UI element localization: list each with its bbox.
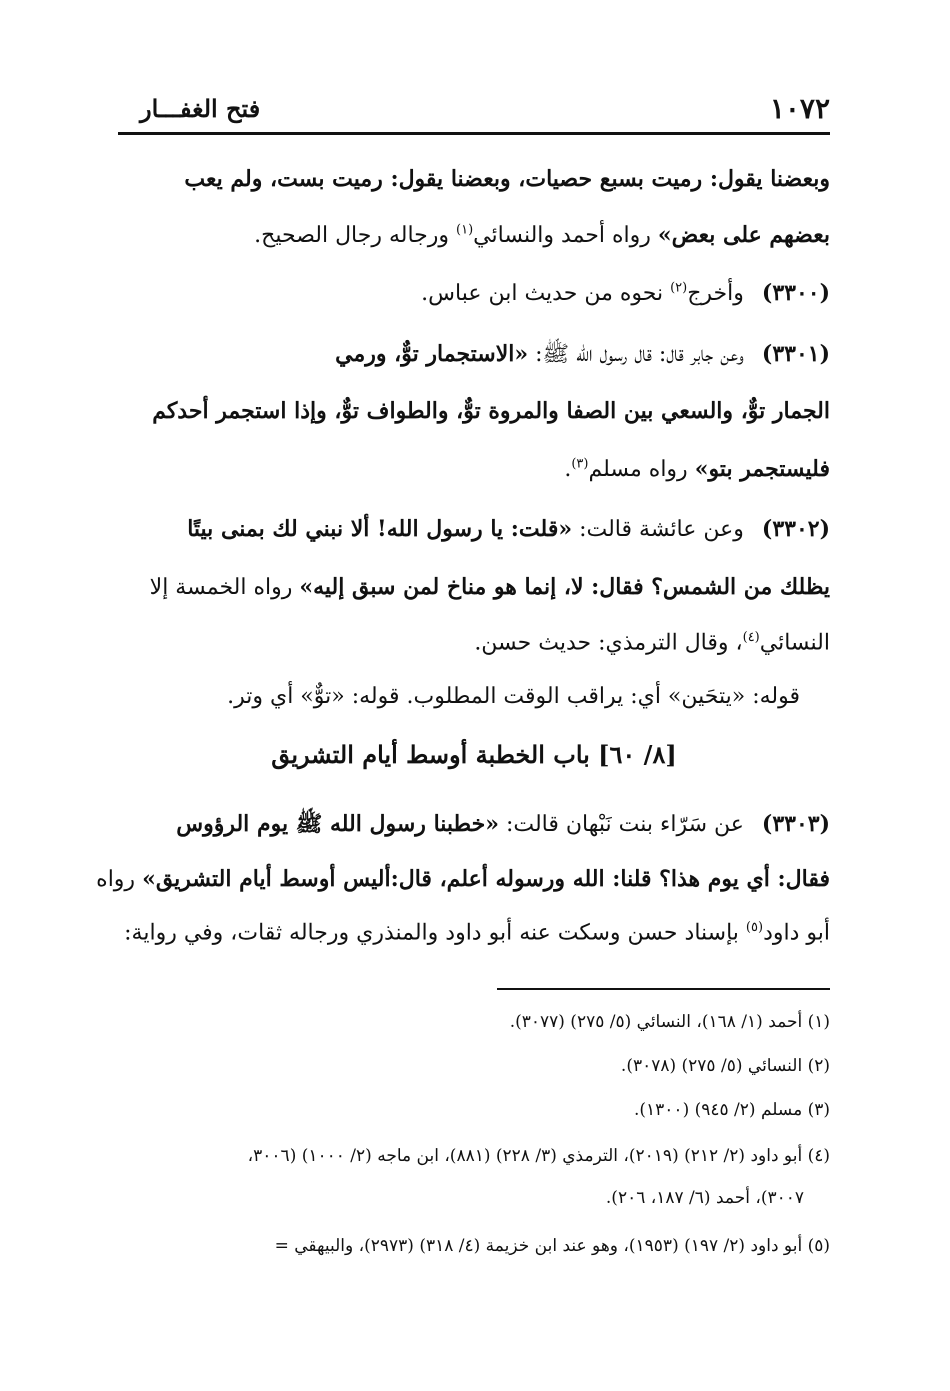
plain-text: نحوه من حديث ابن عباس. (421, 281, 671, 306)
plain-text: . (564, 457, 572, 482)
footnote-ref[interactable]: (٥) (745, 920, 764, 935)
plain-text: رواه (96, 867, 143, 892)
plain-text: رواه أحمد والنسائي (473, 223, 658, 248)
section-title: [٨/ ٦٠] باب الخطبة أوسط أيام التشريق (271, 740, 677, 769)
footnote-5: (٥) أبو داود (٢/ ١٩٧) (١٩٥٣)، وهو عند ابن خزيمة (٤/ ٣١٨) (٢٩٧٣)، والبيهقي = (274, 1236, 830, 1256)
hadith-3300 (421, 280, 830, 306)
quote-text: فقال: أي يوم هذا؟ قلنا: الله ورسوله أعلم، قال:أليس أوسط أيام التشريق» (142, 866, 830, 892)
footnote-1: (١) أحمد (١/ ١٦٨)، النسائي (٥/ ٢٧٥) (٣٠٧٧). (509, 1012, 830, 1032)
text-line (124, 920, 830, 945)
hadith-3302 (187, 516, 830, 542)
footnote-ref[interactable]: (٢) (670, 280, 688, 296)
hadith-number: (٣٣٠٠) (761, 280, 830, 306)
hadith-number: (٣٣٠٣) (761, 811, 830, 837)
quote-text: بعضهم على بعض» (657, 222, 830, 248)
gloss-line: قوله: «يتحَين» أي: يراقب الوقت المطلوب. قوله: «توٌّ» أي وتر. (227, 684, 800, 709)
hadith-number: (٣٣٠٢) (761, 516, 830, 542)
plain-text: رواه مسلم (588, 457, 695, 482)
plain-text: ، وقال الترمذي: حديث حسن. (474, 630, 743, 656)
text-line: الجمار توٌّ، والسعي بين الصفا والمروة توٌّ، والطواف توٌّ، وإذا استجمر أحدكم (152, 398, 830, 424)
footnote-ref[interactable]: (٣) (571, 456, 589, 472)
plain-text: بإسناد حسن وسكت عنه أبو داود والمنذري ورجاله ثقات، وفي رواية: (124, 920, 746, 946)
plain-text: وعن عائشة قالت: (572, 517, 744, 542)
text-line (474, 630, 830, 655)
text-line (254, 222, 830, 248)
page-header (118, 92, 830, 132)
page-number: ١٠٧٢ (769, 92, 830, 125)
quote-text: «قلت: يا رسول الله! ألا نبني لك بمنى بيتًا (187, 516, 573, 542)
plain-text: رواه الخمسة إلا (149, 575, 300, 600)
plain-text: وأخرج (687, 281, 744, 306)
header-rule (118, 132, 830, 135)
footnote-ref[interactable]: (١) (456, 222, 474, 238)
footnote-3: (٣) مسلم (٢/ ٩٤٥) (١٣٠٠). (633, 1100, 830, 1120)
text-line (150, 574, 830, 600)
text-line (96, 866, 830, 892)
hadith-3301 (335, 340, 830, 372)
footnote-4-cont: ٣٠٠٧)، أحمد (٦/ ١٨٧، ٢٠٦). (605, 1188, 804, 1208)
plain-text: أبو داود (763, 920, 830, 946)
footnote-2: (٢) النسائي (٥/ ٢٧٥) (٣٠٧٨). (620, 1056, 830, 1076)
footnote-separator (497, 988, 830, 990)
plain-text: وعن جابر قال: قال رسول الله ﷺ: (528, 342, 744, 367)
running-title: فتح الغفـــار (140, 94, 261, 123)
plain-text: النسائي (759, 630, 830, 656)
text-line (564, 456, 830, 482)
text-line: وبعضنا يقول: رميت بسبع حصيات، وبعضنا يقول: رميت بست، ولم يعب (184, 166, 830, 192)
quote-text: فليستجمر بتو» (694, 456, 830, 482)
footnote-4: (٤) أبو داود (٢/ ٢١٢) (٢٠١٩)، الترمذي (٣/ ٢٢٨) (٨٨١)، ابن ماجه (٢/ ١٠٠٠) (٣٠٠٦، (247, 1146, 830, 1166)
plain-text: عن سَرّاء بنت نَبْهان قالت: (498, 812, 744, 837)
hadith-3303 (176, 810, 830, 842)
footnote-ref[interactable]: (٤) (742, 630, 760, 645)
plain-text: ورجاله رجال الصحيح. (254, 223, 457, 248)
quote-text: «خطبنا رسول الله ﷺ يوم الرؤوس (176, 811, 499, 837)
quote-text: يظلك من الشمس؟ فقال: لا، إنما هو مناخ لمن سبق إليه» (299, 574, 830, 600)
quote-text: «الاستجمار توٌّ، ورمي (335, 341, 529, 367)
hadith-number: (٣٣٠١) (761, 341, 830, 367)
